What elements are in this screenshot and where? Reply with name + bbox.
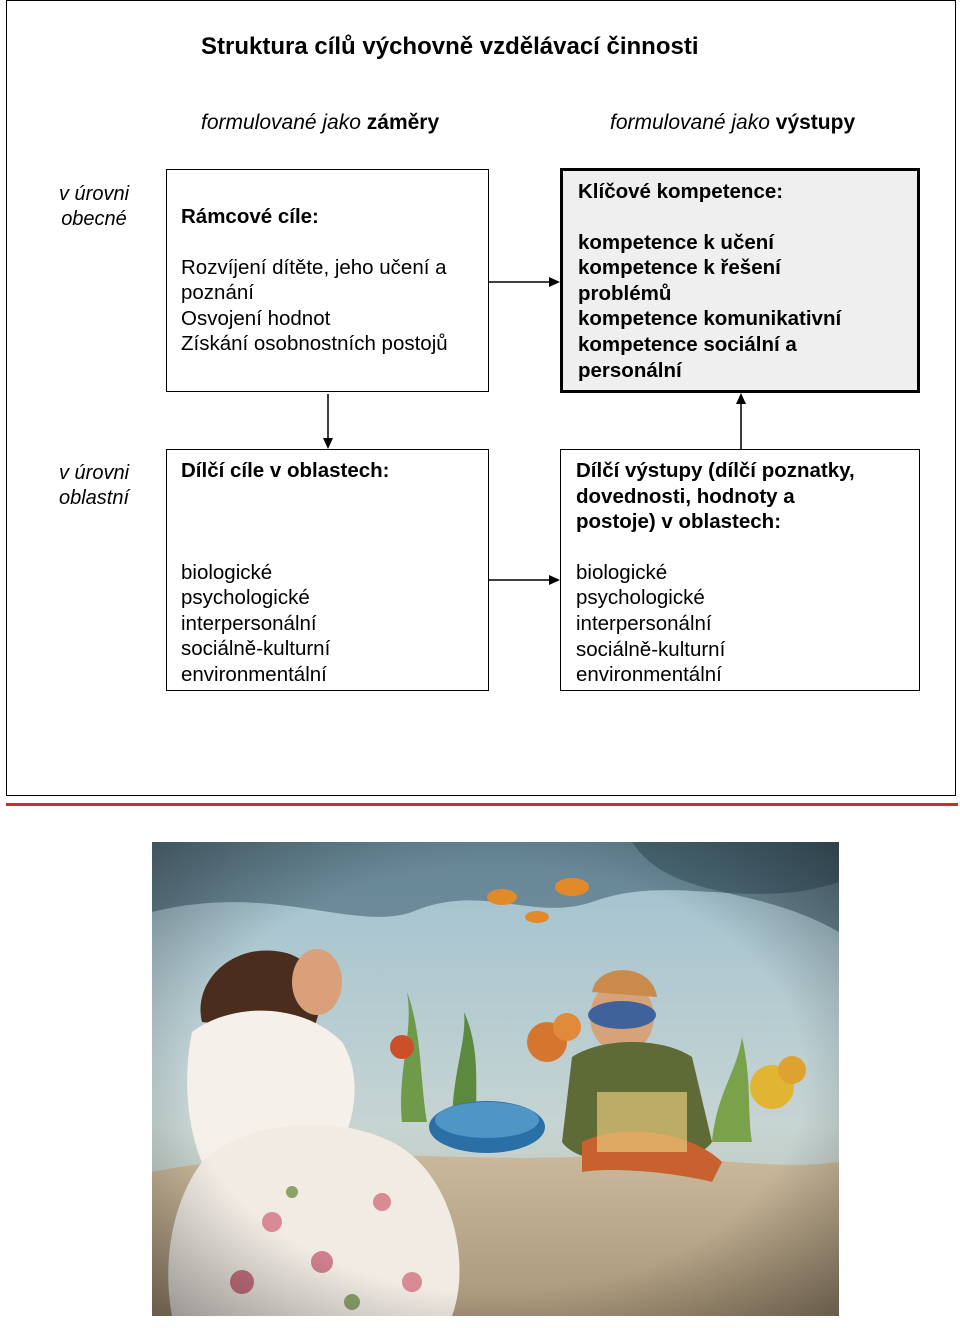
column-header-outputs-keyword: výstupy: [775, 111, 856, 134]
framework-goal-line: Rozvíjení dítěte, jeho učení a: [181, 255, 447, 279]
partial-goals-content: [181, 458, 390, 688]
partial-goal-area: environmentální: [181, 662, 327, 686]
framework-goals-heading: Rámcové cíle:: [181, 205, 319, 228]
partial-output-area: sociálně-kulturní: [576, 637, 726, 661]
partial-goal-area: sociálně-kulturní: [181, 637, 331, 661]
row-label-area: [44, 461, 144, 511]
column-header-intentions-prefix: formulované jako: [201, 111, 361, 134]
key-competence-line: kompetence k řešení: [578, 256, 781, 280]
framework-goal-line: Osvojení hodnot: [181, 306, 331, 330]
row-label-line: v úrovni: [58, 183, 130, 205]
key-competences-content: [578, 179, 841, 383]
framework-goal-line: Získání osobnostních postojů: [181, 332, 448, 356]
column-header-outputs-prefix: formulované jako: [610, 111, 770, 134]
partial-outputs-heading-line: postoje) v oblastech:: [576, 510, 782, 534]
framework-goals-content: [181, 204, 448, 357]
row-label-line: v úrovni: [58, 462, 130, 484]
key-competence-line: personální: [578, 358, 682, 382]
row-label-line: oblastní: [58, 487, 130, 509]
key-competence-line: kompetence sociální a: [578, 332, 797, 356]
partial-outputs-content: [576, 458, 855, 688]
partial-outputs-heading-line: Dílčí výstupy (dílčí poznatky,: [576, 459, 855, 482]
key-competence-line: problémů: [578, 281, 672, 305]
key-competence-line: kompetence komunikativní: [578, 307, 842, 331]
column-header-outputs: [610, 111, 855, 135]
partial-goals-heading: Dílčí cíle v oblastech:: [181, 459, 390, 482]
column-header-intentions: [201, 111, 439, 135]
framework-goal-line: poznání: [181, 281, 254, 305]
partial-goal-area: biologické: [181, 560, 273, 584]
partial-goal-area: psychologické: [181, 586, 310, 610]
photo-woman-and-child: [152, 842, 839, 1316]
partial-output-area: psychologické: [576, 586, 705, 610]
partial-output-area: interpersonální: [576, 611, 712, 635]
partial-output-area: environmentální: [576, 663, 722, 687]
row-label-line: obecné: [61, 208, 127, 230]
key-competences-heading: Klíčové kompetence:: [578, 180, 784, 203]
partial-goal-area: interpersonální: [181, 611, 317, 635]
section-divider: [6, 803, 958, 806]
partial-output-area: biologické: [576, 560, 668, 584]
key-competence-line: kompetence k učení: [578, 230, 774, 254]
row-label-general: [44, 182, 144, 232]
diagram-title: Struktura cílů výchovně vzdělávací činnosti: [201, 33, 699, 60]
partial-outputs-heading-line: dovednosti, hodnoty a: [576, 484, 795, 508]
column-header-intentions-keyword: záměry: [366, 111, 440, 134]
